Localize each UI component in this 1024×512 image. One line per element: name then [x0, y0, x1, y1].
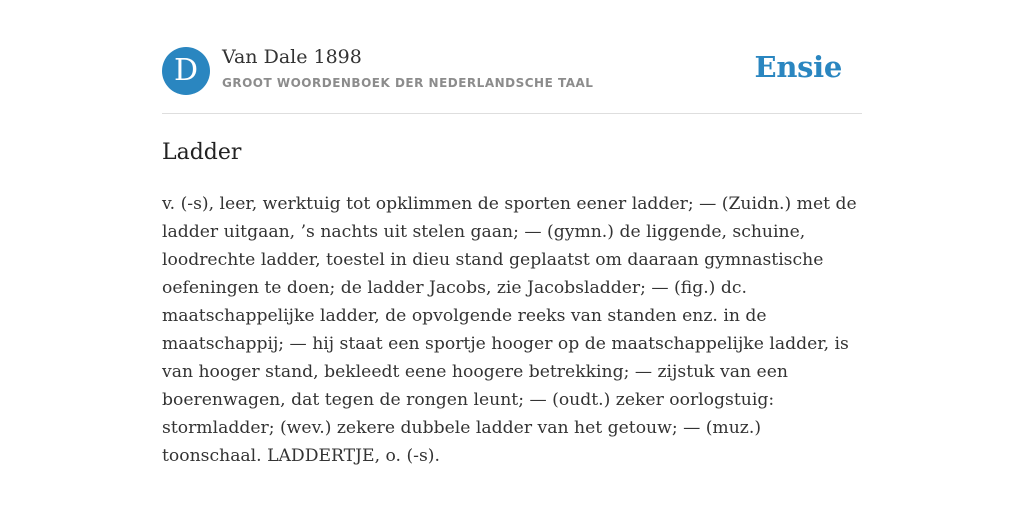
dictionary-title[interactable]: Van Dale 1898 — [222, 46, 362, 68]
dictionary-logo[interactable]: D — [162, 47, 210, 95]
entry-card — [162, 46, 862, 470]
dictionary-subtitle: GROOT WOORDENBOEK DER NEDERLANDSCHE TAAL — [222, 76, 594, 90]
entry-header — [162, 46, 862, 114]
entry-definition: v. (-s), leer, werktuig tot opklimmen de sporten eener ladder; — (Zuidn.) met de ladder uitgaan, ’s nachts uit stelen gaan; — (gymn.) de liggende, schuine, loodrechte ladder, toestel in dieu stand geplaatst om daaraan gymnastische oefeningen te doen; de ladder Jacobs, zie Jacobsladder; — (fig.) dc. maatschappelijke ladder, de opvolgende reeks van standen enz. in de maatschappij; — hij staat een sportje hooger op de maatschappelijke ladder, is van hooger stand, bekleedt eene hoogere betrekking; — zijstuk van een boerenwagen, dat tegen de rongen leunt; — (oudt.) zeker oorlogstuig: stormladder; (wev.) zekere dubbele ladder van het getouw; — (muz.) toonschaal. LADDERTJE, o. (-s). — [162, 194, 857, 466]
entry-headword: Ladder — [162, 140, 242, 165]
ensie-logo[interactable]: Ensie — [754, 50, 842, 84]
